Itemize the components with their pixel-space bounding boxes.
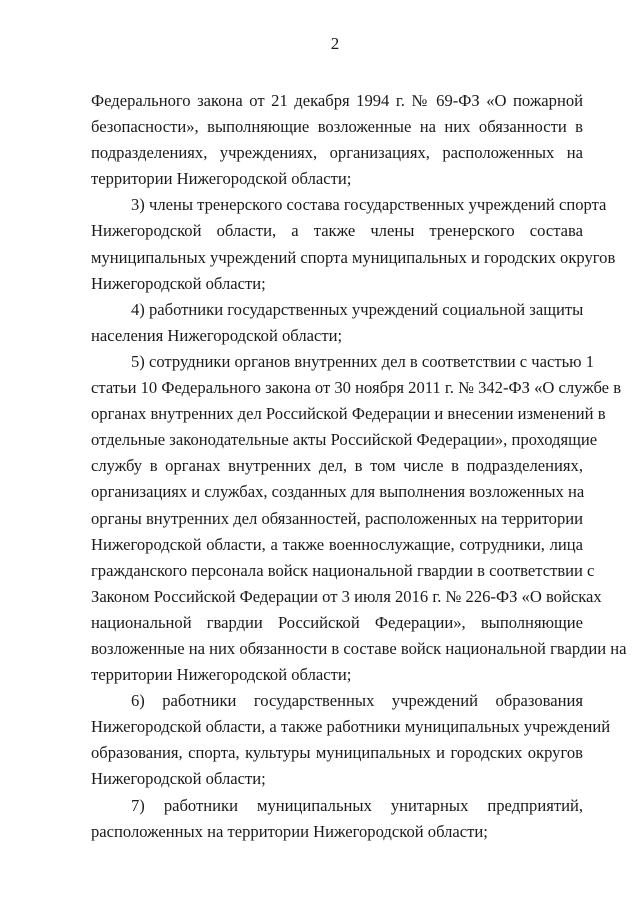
paragraph (91, 688, 611, 792)
text-line: возложенные на них обязанности в составе войск национальной гвардии на (91, 638, 627, 658)
text-line: Нижегородской области; (91, 769, 266, 789)
text-line: национальной гвардии Российской Федерации», выполняющие (91, 612, 583, 632)
text-line: отдельные законодательные акты Российской Федерации», проходящие (91, 430, 598, 450)
paragraph (91, 88, 583, 192)
text-line: Нижегородской области, а также члены тренерского состава (91, 221, 583, 241)
text-line: Нижегородской области, а также военнослужащие, сотрудники, лица (91, 534, 583, 554)
text-line: территории Нижегородской области; (91, 665, 352, 685)
text-line: органы внутренних дел обязанностей, расположенных на территории (91, 508, 583, 528)
paragraph (91, 297, 583, 349)
text-line: 4) работники государственных учреждений социальной защиты (131, 299, 584, 319)
text-line: Нижегородской области, а также работники муниципальных учреждений (91, 717, 611, 737)
text-line: гражданского персонала войск национальной гвардии в соответствии с (91, 560, 595, 580)
document-body (91, 88, 627, 845)
page-number: 2 (330, 34, 340, 53)
text-line: 5) сотрудники органов внутренних дел в соответствии с частью 1 (131, 351, 595, 371)
text-line: Федерального закона от 21 декабря 1994 г. № 69-ФЗ «О пожарной (91, 91, 583, 110)
text-line: населения Нижегородской области; (91, 325, 343, 345)
text-line: Законом Российской Федерации от 3 июля 2016 г. № 226-ФЗ «О войсках (91, 586, 602, 606)
text-line: безопасности», выполняющие возложенные на них обязанности в (91, 117, 583, 137)
text-line: 3) члены тренерского состава государственных учреждений спорта (131, 195, 607, 215)
text-line: расположенных на территории Нижегородской области; (91, 821, 488, 841)
text-line: 7) работники муниципальных унитарных предприятий, (131, 795, 583, 815)
paragraph (91, 192, 616, 296)
text-line: подразделениях, учреждениях, организациях, расположенных на (91, 143, 583, 163)
paragraph (91, 349, 627, 688)
text-line: организациях и службах, созданных для выполнения возложенных на (91, 482, 585, 502)
text-line: образования, спорта, культуры муниципальных и городских округов (91, 743, 583, 763)
text-line: службу в органах внутренних дел, в том числе в подразделениях, (91, 456, 583, 476)
text-line: 6) работники государственных учреждений образования (131, 691, 583, 711)
paragraph (91, 793, 583, 845)
text-line: Нижегородской области; (91, 273, 266, 293)
text-line: статьи 10 Федерального закона от 30 ноября 2011 г. № 342-ФЗ «О службе в (91, 378, 622, 398)
text-line: органах внутренних дел Российской Федерации и внесении изменений в (91, 404, 606, 424)
text-line: территории Нижегородской области; (91, 169, 352, 189)
text-line: муниципальных учреждений спорта муниципальных и городских округов (91, 247, 616, 267)
